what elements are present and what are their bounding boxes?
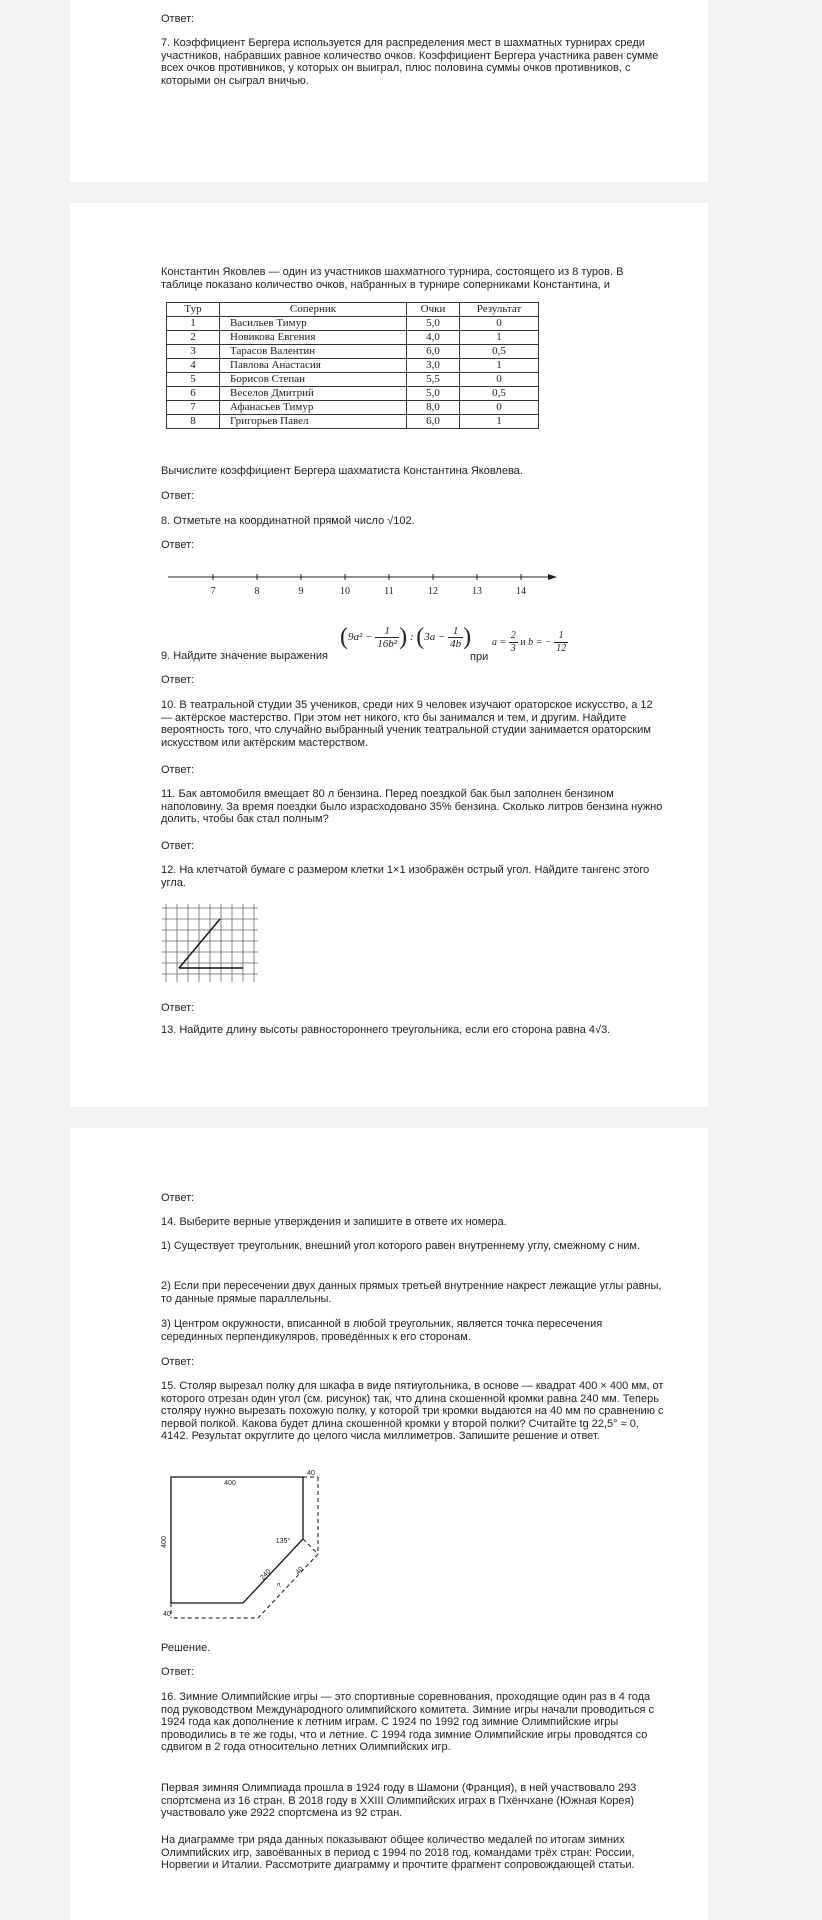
question-10-text: 10. В театральной студии 35 учеников, среди них 9 человек изучают ораторское искусство, а 12 — актёрское мастерство. При этом нет никого, кто бы занимался и тем, и другим. Найдите вероятность того, что случайно выбранный ученик театральной студии занимается ораторским искусством или актёрским мастерством. — [161, 699, 653, 749]
cell: 1 — [460, 359, 539, 373]
question-16-p1: 16. Зимние Олимпийские игры — это спортивные соревнования, проходящие один раз в 4 года под руководством Международного олимпийского комитета. Зимние игры начали проводиться с 1924 года как дополнение к летним играм. С 1924 по 1992 год зимние Олимпийские игры проводились в те же годы, что и летние. С 1994 года зимние Олимпийские игры проводятся со сдвигом в 2 года относительно летних Олимпийских игр. — [161, 1691, 655, 1753]
table-header-row — [167, 303, 539, 317]
answer-label: Ответ: — [161, 539, 195, 551]
dim-offset-bottom: 40 — [163, 1611, 171, 1618]
cell: 0,5 — [460, 345, 539, 359]
tick-label: 9 — [298, 586, 304, 597]
table-row — [167, 387, 539, 401]
fraction-den: 4b — [450, 638, 462, 650]
answer-label: Ответ: — [161, 674, 195, 686]
cell: Борисов Степан — [220, 373, 407, 387]
table-row — [167, 345, 539, 359]
answer-label: Ответ: — [161, 1192, 195, 1204]
cell: Новикова Евгения — [220, 331, 407, 345]
answer-label: Ответ: — [161, 1356, 195, 1368]
cell: 7 — [167, 401, 220, 415]
fraction-num: 1 — [554, 630, 568, 643]
cell: 5 — [167, 373, 220, 387]
fraction — [554, 630, 568, 655]
table-row — [167, 359, 539, 373]
cell: Павлова Анастасия — [220, 359, 407, 373]
cell: Веселов Дмитрий — [220, 387, 407, 401]
angle-label: 135° — [275, 1538, 291, 1545]
table-row — [167, 401, 539, 415]
fraction-den: 16b² — [377, 638, 398, 650]
cell: 5,0 — [407, 317, 460, 331]
cond-a: a = — [492, 636, 507, 648]
header-opponent: Соперник — [220, 303, 407, 317]
cell: 3,0 — [407, 359, 460, 373]
question-12-text: 12. На клетчатой бумаге с размером клетки 1×1 изображён острый угол. Найдите тангенс этого угла. — [161, 864, 650, 889]
cond-and: и — [520, 636, 526, 648]
cell: 6 — [167, 387, 220, 401]
header-round: Тур — [167, 303, 220, 317]
question-14-text: 14. Выберите верные утверждения и запишите в ответе их номера. — [161, 1216, 507, 1228]
shelf-figure — [160, 1470, 335, 1630]
cell: Афанасьев Тимур — [220, 401, 407, 415]
opponents-table — [166, 302, 539, 429]
dim-diagonal: 240 — [259, 1568, 273, 1582]
cell: 4,0 — [407, 331, 460, 345]
fraction-num: 1 — [448, 625, 463, 638]
dim-offset-top: 40 — [307, 1470, 315, 1477]
tick-label: 10 — [340, 586, 350, 597]
fraction-num: 1 — [375, 625, 399, 638]
cell: 6,0 — [407, 415, 460, 429]
number-line[interactable] — [160, 568, 560, 598]
cell: 3 — [167, 345, 220, 359]
paren: ( — [416, 624, 425, 650]
cell: 8,0 — [407, 401, 460, 415]
fraction-den: 3 — [510, 643, 516, 654]
cell: 1 — [460, 415, 539, 429]
fraction — [375, 625, 399, 650]
question-11-text: 11. Бак автомобиля вмещает 80 л бензина. Перед поездкой бак был заполнен бензином наполовину. За время поездки было израсходовано 35% бензина. Сколько литров бензина нужно долить, чтобы бак стал полным? — [161, 788, 663, 825]
arrow-icon — [548, 574, 557, 580]
tick-label: 13 — [472, 586, 482, 597]
cell: 1 — [167, 317, 220, 331]
answer-label: Ответ: — [161, 13, 195, 25]
dim-top: 400 — [224, 1480, 236, 1487]
cell: 1 — [460, 331, 539, 345]
dim-side-offset: 40 — [294, 1565, 306, 1577]
question-9-at: при — [470, 651, 489, 663]
dim-unknown: ? — [276, 1582, 284, 1590]
condition — [492, 630, 568, 655]
header-points: Очки — [407, 303, 460, 317]
expression: (9a² − $\frac{1}{\text{16b²}}$ ) : (3a − $\frac{1}{4b}$ ) — [340, 624, 472, 650]
answer-label: Ответ: — [161, 1002, 195, 1014]
table-row — [167, 331, 539, 345]
paren: ( — [340, 624, 348, 650]
question-15-text: 15. Столяр вырезал полку для шкафа в виде пятиугольника, в основе — квадрат 400 × 400 мм, от которого отрезан один угол (см. рисунок) так, что длина скошенной кромки равна 240 мм. Теперь столяру нужно вырезать похожую полку, у которой три кромки выдаются на 40 мм по сравнению с первой полкой. Какова будет длина скошенной кромки у второй полки? Считайте tg 22,5° ≈ 0, 4142. Результат округлите до целого числа миллиметров. Запишите решение и ответ. — [161, 1380, 664, 1442]
cell: 8 — [167, 415, 220, 429]
tick-label: 12 — [428, 586, 438, 597]
tick-label: 7 — [210, 586, 216, 597]
question-7-task: Вычислите коэффициент Бергера шахматиста Константина Яковлева. — [161, 465, 523, 477]
question-13-text: 13. Найдите длину высоты равностороннего треугольника, если его сторона равна 4√3. — [161, 1024, 611, 1036]
grid-angle-figure — [160, 900, 262, 986]
cell: Тарасов Валентин — [220, 345, 407, 359]
angle-ray — [179, 919, 220, 968]
cell: 5,0 — [407, 387, 460, 401]
question-8-text: 8. Отметьте на координатной прямой число √102. — [161, 515, 415, 527]
answer-label: Ответ: — [161, 1666, 195, 1678]
answer-label: Ответ: — [161, 490, 195, 502]
cell: 2 — [167, 331, 220, 345]
cell: 4 — [167, 359, 220, 373]
paren: ) — [463, 624, 472, 650]
question-9-text: 9. Найдите значение выражения — [161, 650, 328, 662]
solution-label: Решение. — [161, 1642, 211, 1654]
grid-lines — [162, 904, 258, 982]
fraction — [509, 630, 518, 655]
expr-term: 9a² — [348, 631, 363, 644]
tick-label: 11 — [384, 586, 394, 597]
dim-left: 400 — [161, 1536, 168, 1548]
question-16-p3: На диаграмме три ряда данных показывают общее количество медалей по итогам зимних Олимпийских игр, завоёванных в период с 1994 по 2018 год, командами трёх стран: России, Норвегии и Италии. Рассмотрите диаграмму и прочтите фрагмент сопровождающей статьи. — [161, 1834, 635, 1871]
statement-2: 2) Если при пересечении двух данных прямых третьей внутренние накрест лежащие углы равны, то данные прямые параллельны. — [161, 1280, 662, 1305]
fraction-num: 2 — [510, 630, 516, 641]
cell: 0 — [460, 373, 539, 387]
cond-b: b = − — [528, 636, 552, 648]
question-16-p2: Первая зимняя Олимпиада прошла в 1924 году в Шамони (Франция), в ней участвовало 293 спортсмена из 16 стран. В 2018 году в XXIII Олимпийских играх в Пхёнчхане (Южная Корея) участвовало уже 2922 спортсмена из 92 стран. — [161, 1782, 637, 1819]
answer-label: Ответ: — [161, 764, 195, 776]
offset-line — [303, 1539, 318, 1554]
header-result: Результат — [460, 303, 539, 317]
cell: 0 — [460, 317, 539, 331]
fraction-den: 12 — [556, 643, 567, 654]
statement-3: 3) Центром окружности, вписанной в любой треугольник, является точка пересечения серединных перпендикуляров, проведённых к его сторонам. — [161, 1318, 603, 1343]
cell: Григорьев Павел — [220, 415, 407, 429]
cell: 0 — [460, 401, 539, 415]
cell: 5,5 — [407, 373, 460, 387]
tick-label: 8 — [254, 586, 260, 597]
fraction — [448, 625, 463, 650]
cell: 0,5 — [460, 387, 539, 401]
tick-label: 14 — [516, 586, 526, 597]
statement-1: 1) Существует треугольник, внешний угол которого равен внутреннему углу, смежному с ним. — [161, 1240, 641, 1252]
paren: ) — [399, 624, 408, 650]
table-row — [167, 317, 539, 331]
cell: 6,0 — [407, 345, 460, 359]
answer-label: Ответ: — [161, 840, 195, 852]
question-7-text: 7. Коэффициент Бергера используется для распределения мест в шахматных турнирах среди участников, набравших равное количество очков. Коэффициент Бергера участника равен сумме всех очков противников, у которых он выиграл, плюс половина суммы очков противников, с которыми он сыграл вничью. — [161, 37, 659, 87]
table-row — [167, 415, 539, 429]
expr-term: 3a — [424, 631, 436, 644]
cell: Васильев Тимур — [220, 317, 407, 331]
page-1 — [70, 0, 708, 182]
table-row — [167, 373, 539, 387]
shelf-outline-dashed — [171, 1477, 318, 1618]
question-7-intro: Константин Яковлев — один из участников шахматного турнира, состоящего из 8 туров. В таблице показано количество очков, набранных в турнире соперниками Константина, и — [161, 266, 624, 291]
